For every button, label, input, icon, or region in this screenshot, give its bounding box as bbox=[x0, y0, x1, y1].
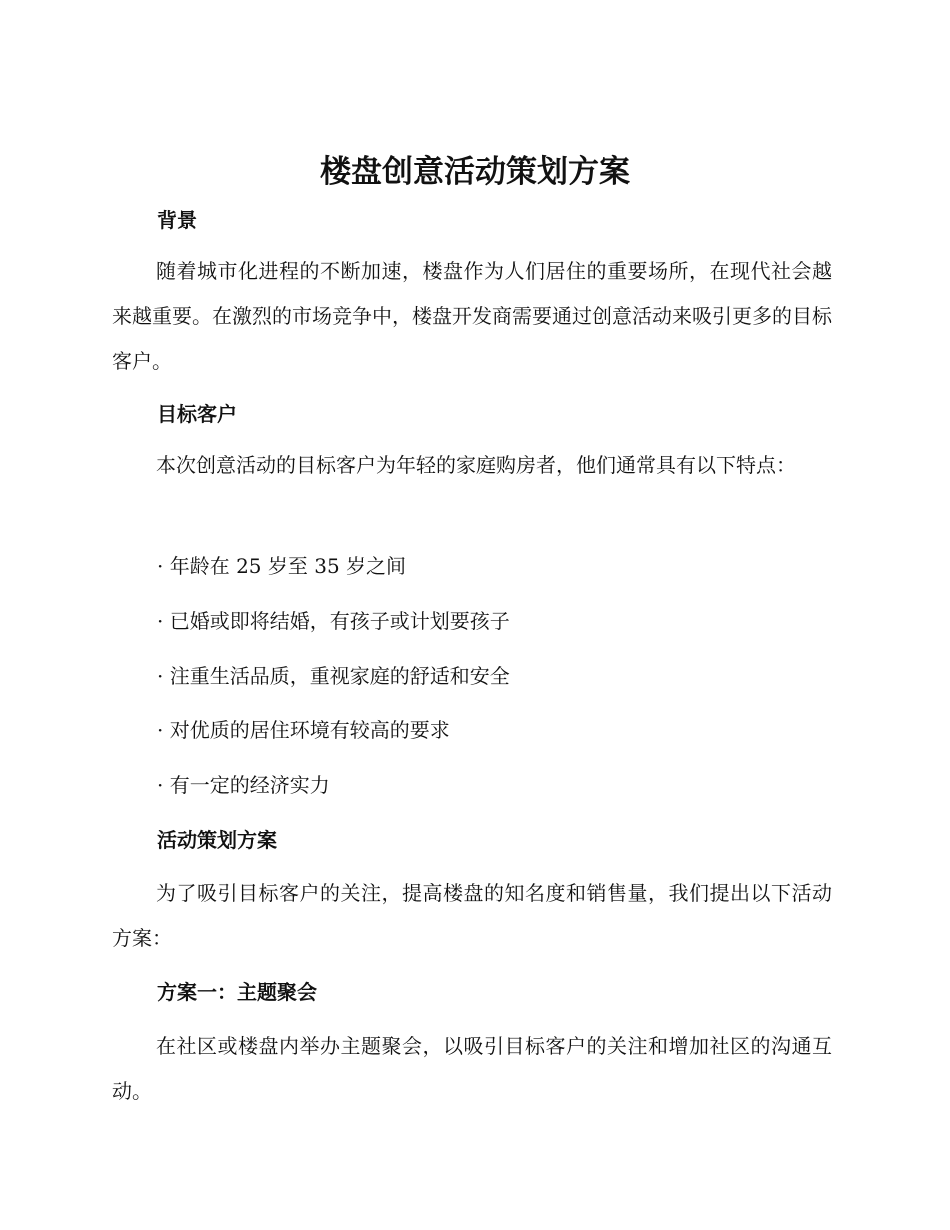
section-heading-activity-plan: 活动策划方案 bbox=[157, 828, 277, 852]
section-heading-plan-one: 方案一：主题聚会 bbox=[157, 980, 317, 1004]
bullet-item: · 注重生活品质，重视家庭的舒适和安全 bbox=[157, 664, 510, 688]
bullet-item: · 有一定的经济实力 bbox=[157, 773, 330, 797]
section-heading-target-customers: 目标客户 bbox=[157, 402, 237, 426]
document-title: 楼盘创意活动策划方案 bbox=[320, 154, 630, 190]
bullet-item: · 对优质的居住环境有较高的要求 bbox=[157, 718, 450, 742]
bullet-item: · 年龄在 25 岁至 35 岁之间 bbox=[157, 554, 407, 578]
bullet-item: · 已婚或即将结婚，有孩子或计划要孩子 bbox=[157, 609, 510, 633]
section-heading-background: 背景 bbox=[157, 208, 197, 232]
paragraph-plan-one: 在社区或楼盘内举办主题聚会，以吸引目标客户的关注和增加社区的沟通互动。 bbox=[112, 1034, 832, 1103]
paragraph-activity-plan: 为了吸引目标客户的关注，提高楼盘的知名度和销售量，我们提出以下活动方案： bbox=[112, 881, 832, 950]
paragraph-target-customers: 本次创意活动的目标客户为年轻的家庭购房者，他们通常具有以下特点： bbox=[156, 453, 796, 477]
paragraph-background: 随着城市化进程的不断加速，楼盘作为人们居住的重要场所，在现代社会越来越重要。在激烈的市场竞争中，楼盘开发商需要通过创意活动来吸引更多的目标客户。 bbox=[112, 259, 832, 373]
